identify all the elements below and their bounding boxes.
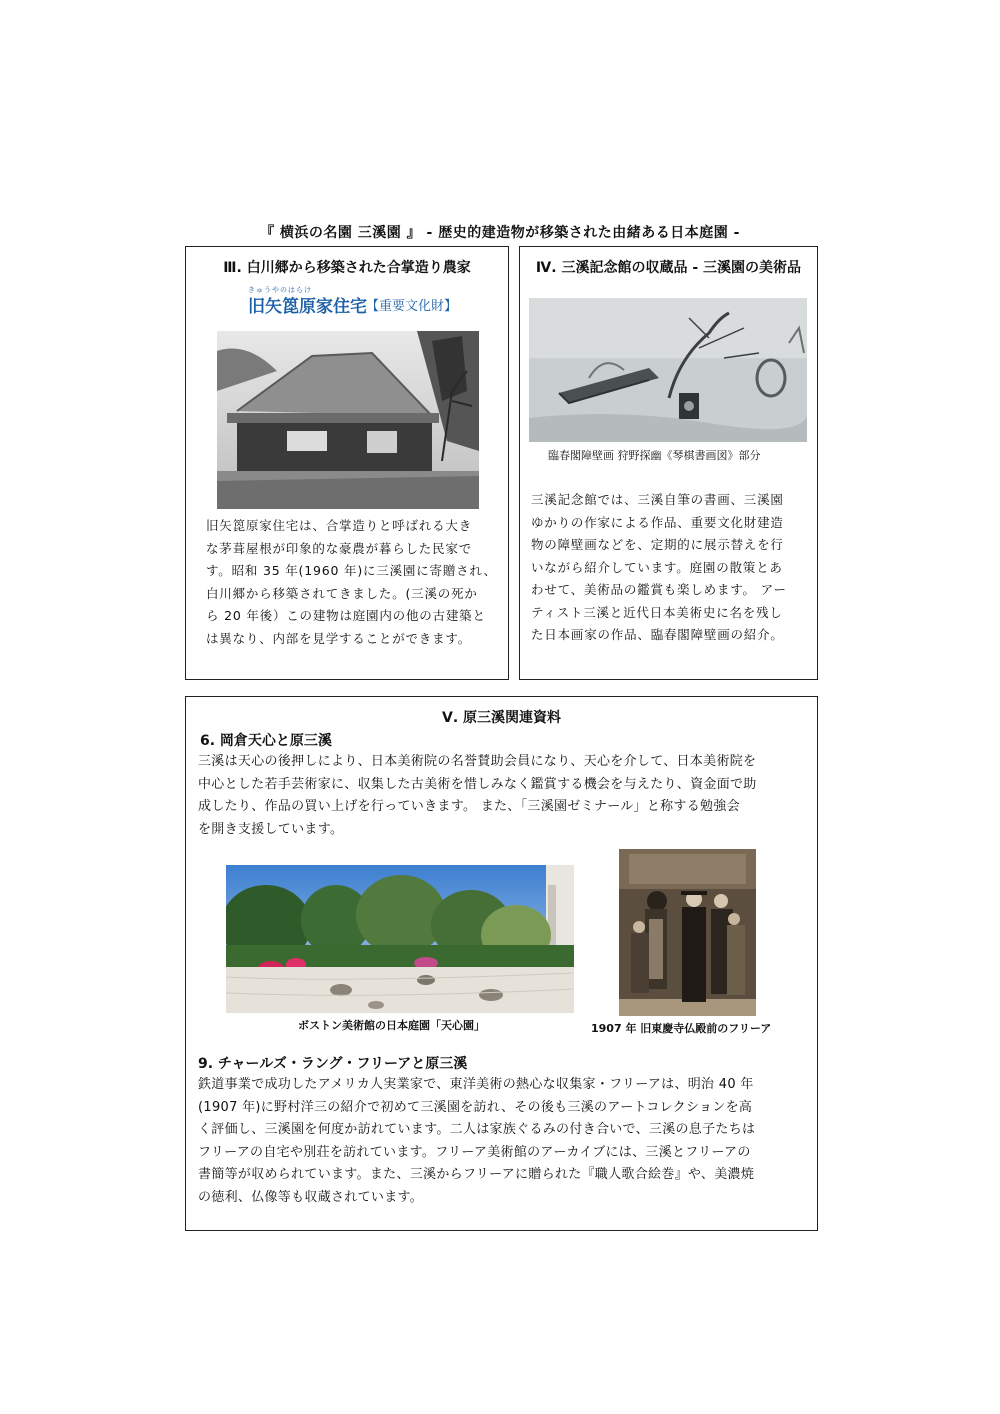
section-3-box — [185, 246, 509, 680]
subsection-9-heading: 9. チャールズ・ラング・フリーアと原三溪 — [198, 1056, 468, 1072]
painting-caption: 臨春閣障壁画 狩野探幽《琴棋書画図》部分 — [548, 449, 761, 462]
text-line: す。昭和 35 年(1960 年)に三溪園に寄贈され、 — [206, 563, 497, 578]
text-line: な茅葺屋根が印象的な豪農が暮らした民家で — [206, 540, 473, 556]
text-line: 書簡等が収められています。また、三溪からフリーアに贈られた『職人歌合絵巻』や、美濃焼 — [198, 1167, 755, 1182]
house-name: 旧矢箆原家住宅 — [248, 297, 367, 317]
boston-caption: ボストン美術館の日本庭園「天心園」 — [298, 1019, 485, 1032]
subsection-6-heading: 6. 岡倉天心と原三溪 — [200, 733, 332, 749]
text-line: 白川郷から移築されてきました。(三溪の死か — [206, 585, 478, 601]
text-line: わせて、美術品の鑑賞も楽しめます。 アー — [531, 582, 787, 597]
page-title: 『 横浜の名園 三溪園 』 - 歴史的建造物が移築された由緒ある日本庭園 - — [260, 225, 740, 241]
section-3-heading: Ⅲ. 白川郷から移築された合掌造り農家 — [223, 260, 471, 276]
text-line: (1907 年)に野村洋三の紹介で初めて三溪園を訪れ、その後も三溪のアートコレクションを高 — [198, 1099, 753, 1115]
freer-caption: 1907 年 旧東慶寺仏殿前のフリーア — [591, 1022, 772, 1035]
subsection-6-paragraph — [198, 751, 757, 841]
text-line: 三溪は天心の後押しにより、日本美術院の名誉賛助会員になり、天心を介して、日本美術院を — [198, 754, 757, 769]
section-5-heading: Ⅴ. 原三溪関連資料 — [441, 710, 562, 726]
text-line: いながら紹介しています。庭園の散策とあ — [531, 559, 783, 575]
text-line: 旧矢箆原家住宅は、合掌造りと呼ばれる大き — [206, 518, 473, 533]
screen-painting-photo — [529, 298, 807, 442]
section-4-heading: Ⅳ. 三溪記念館の収蔵品 - 三溪園の美術品 — [535, 260, 802, 276]
text-line: ゆかりの作家による作品、重要文化財建造 — [531, 514, 784, 530]
text-line: 鉄道事業で成功したアメリカ人実業家で、東洋美術の熱心な収集家・フリーアは、明治 40 年 — [198, 1077, 754, 1092]
text-line: た日本画家の作品、臨春閣障壁画の紹介。 — [531, 627, 784, 642]
text-line: フリーアの自宅や別荘を訪れています。フリーア美術館のアーカイブには、三溪とフリーアの — [198, 1144, 751, 1160]
text-line: 三溪記念館では、三溪自筆の書画、三溪園 — [531, 492, 784, 507]
ruby-text: きゅうやのはらけ — [248, 286, 312, 294]
text-line: の徳利、仏像等も収蔵されています。 — [198, 1189, 424, 1205]
text-line: 物の障壁画などを、定期的に展示替えを行 — [531, 537, 784, 552]
cultural-property-badge: 【重要文化財】 — [366, 299, 458, 314]
text-line: を開き支援しています。 — [198, 821, 344, 837]
subsection-9-paragraph — [198, 1074, 755, 1209]
section-3-paragraph — [206, 515, 497, 650]
text-line: く評価し、三溪園を何度か訪れています。二人は家族ぐるみの付き合いで、三溪の息子たちは — [198, 1122, 756, 1137]
text-line: ティスト三溪と近代日本美術史に名を残し — [531, 604, 783, 620]
text-line: は異なり、内部を見学することができます。 — [206, 630, 472, 646]
text-line: 成したり、作品の買い上げを行っていきます。 また、「三溪園ゼミナール」と称する勉強会 — [198, 799, 740, 814]
text-line: ら 20 年後）この建物は庭園内の他の古建築と — [206, 608, 486, 623]
freer-group-photo — [619, 849, 756, 1016]
boston-garden-photo — [226, 865, 574, 1013]
section-5-box — [185, 696, 818, 1231]
farmhouse-photo — [217, 331, 479, 509]
section-4-paragraph — [531, 489, 787, 647]
section-4-box — [519, 246, 818, 680]
text-line: 中心とした若手芸術家に、収集した古美術を惜しみなく鑑賞する機会を与えたり、資金面で助 — [198, 776, 757, 792]
